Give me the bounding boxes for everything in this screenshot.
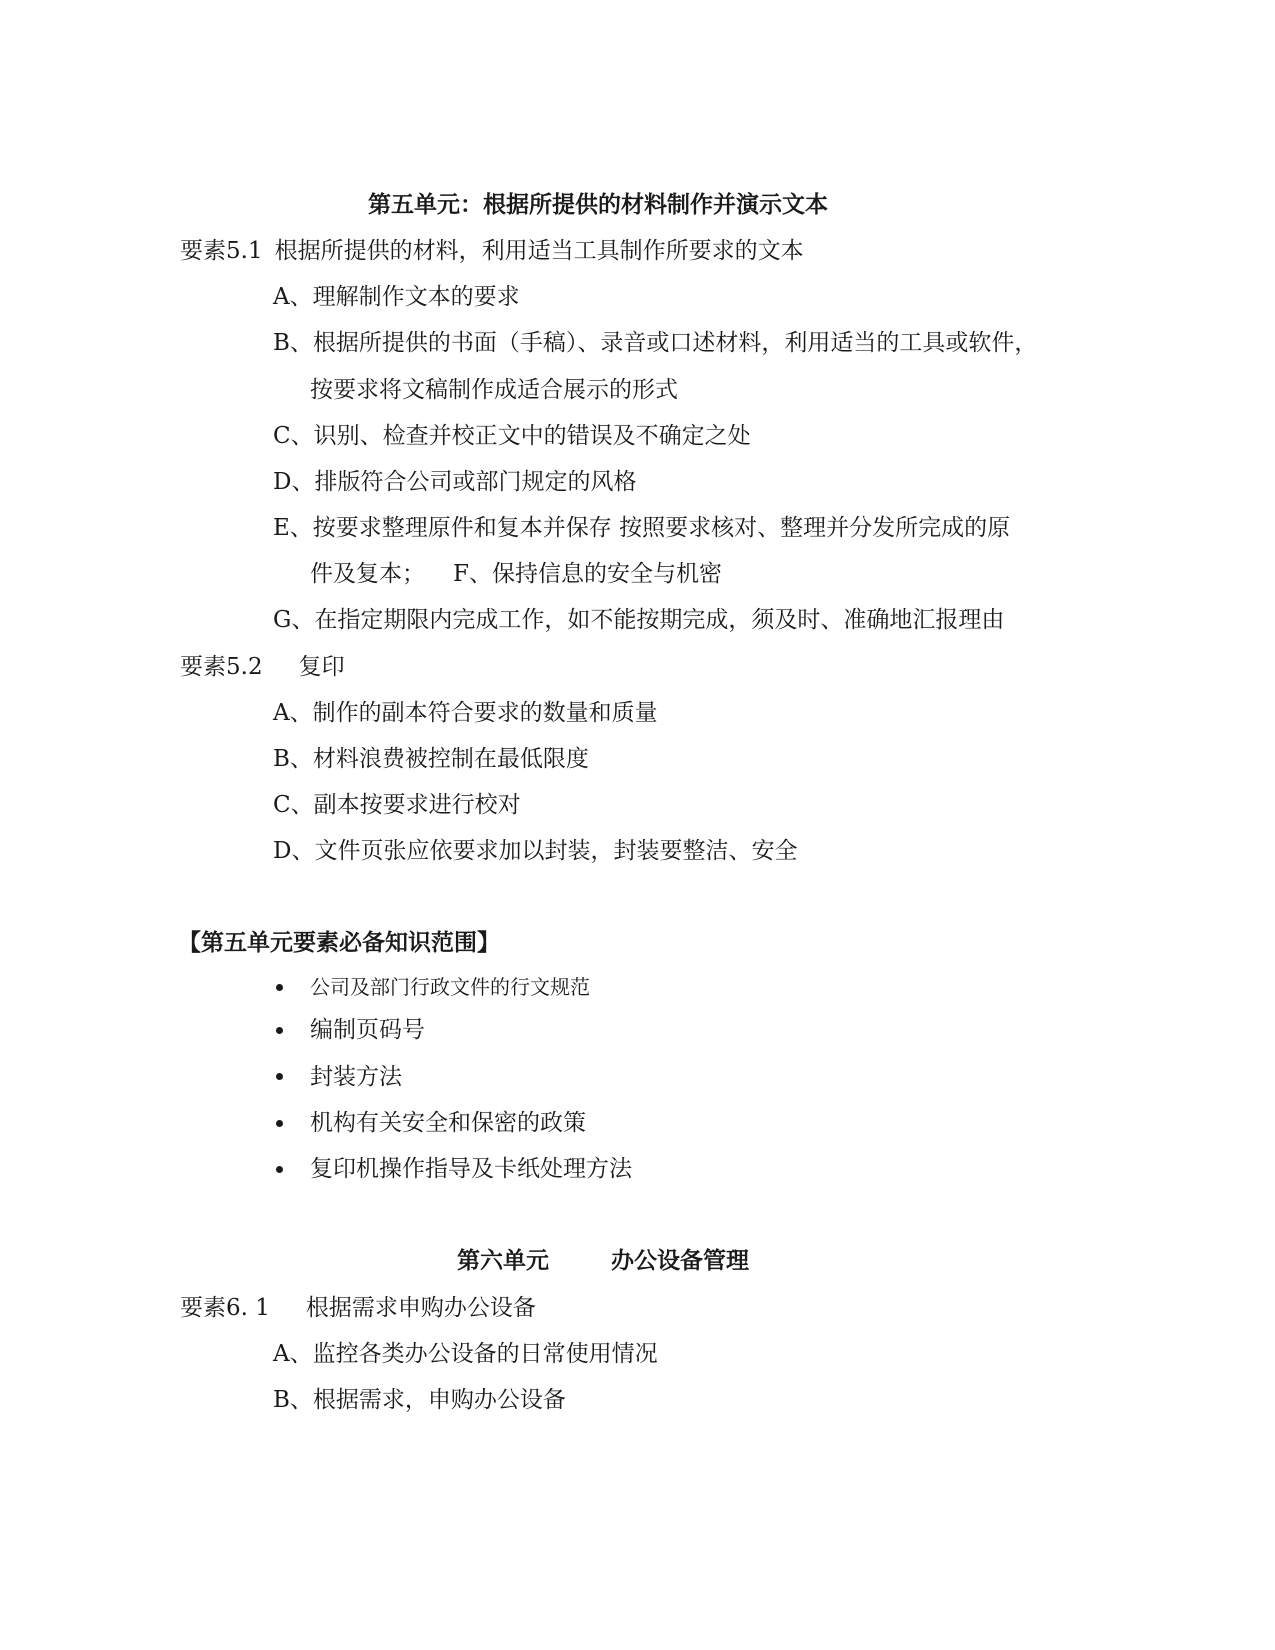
unit5-title: 第五单元：根据所提供的材料制作并演示文本 bbox=[368, 192, 828, 218]
unit6-title bbox=[457, 1250, 749, 1273]
item-5-1-f: F、保持信息的安全与机密 bbox=[453, 561, 722, 587]
knowledge-title: 【第五单元要素必备知识范围】 bbox=[178, 930, 500, 956]
knowledge-item-5: 复印机操作指导及卡纸处理方法 bbox=[310, 1156, 632, 1182]
bullet-dot bbox=[276, 1120, 283, 1127]
knowledge-item-4: 机构有关安全和保密的政策 bbox=[310, 1110, 586, 1136]
item-5-1-e-line1: E、按要求整理原件和复本并保存 按照要求核对、整理并分发所完成的原 bbox=[273, 515, 1011, 541]
item-5-1-b-line1: B、根据所提供的书面（手稿）、录音或口述材料，利用适当的工具或软件， bbox=[273, 330, 1038, 356]
item-6-1-b: B、根据需求，申购办公设备 bbox=[273, 1387, 566, 1413]
knowledge-item-2: 编制页码号 bbox=[310, 1017, 425, 1043]
element-5-2-title: 复印 bbox=[298, 654, 345, 680]
unit6-title-name: 办公设备管理 bbox=[611, 1248, 749, 1274]
element-5-1-heading bbox=[180, 240, 804, 263]
element-5-2-label: 要素5.2 bbox=[180, 654, 263, 680]
item-5-2-d: D、文件页张应依要求加以封装，封装要整洁、安全 bbox=[273, 838, 798, 864]
item-6-1-a: A、监控各类办公设备的日常使用情况 bbox=[273, 1341, 658, 1367]
bullet-dot bbox=[276, 1166, 283, 1173]
item-5-2-b: B、材料浪费被控制在最低限度 bbox=[273, 746, 589, 772]
knowledge-item-1: 公司及部门行政文件的行文规范 bbox=[310, 975, 590, 999]
item-5-1-e-end: 件及复本； bbox=[310, 561, 425, 587]
element-5-1-title: 根据所提供的材料，利用适当工具制作所要求的文本 bbox=[274, 238, 804, 264]
bullet-dot bbox=[276, 984, 283, 991]
element-6-1-heading bbox=[180, 1297, 536, 1320]
item-5-2-a: A、制作的副本符合要求的数量和质量 bbox=[273, 700, 658, 726]
item-5-1-c: C、识别、检查并校正文中的错误及不确定之处 bbox=[273, 423, 751, 449]
element-6-1-title: 根据需求申购办公设备 bbox=[305, 1295, 536, 1321]
knowledge-item-3: 封装方法 bbox=[310, 1064, 402, 1090]
unit6-title-number: 第六单元 bbox=[457, 1248, 549, 1274]
element-6-1-label: 要素6. 1 bbox=[180, 1295, 270, 1321]
item-5-1-e-line2 bbox=[310, 563, 722, 586]
item-5-1-a: A、理解制作文本的要求 bbox=[273, 284, 520, 310]
bullet-dot bbox=[276, 1073, 283, 1080]
element-5-1-label: 要素5.1 bbox=[180, 238, 263, 264]
element-5-2-heading bbox=[180, 656, 345, 679]
bullet-dot bbox=[276, 1027, 283, 1034]
item-5-2-c: C、副本按要求进行校对 bbox=[273, 792, 521, 818]
item-5-1-d: D、排版符合公司或部门规定的风格 bbox=[273, 469, 637, 495]
item-5-1-g: G、在指定期限内完成工作，如不能按期完成，须及时、准确地汇报理由 bbox=[273, 607, 1005, 633]
item-5-1-b-line2: 按要求将文稿制作成适合展示的形式 bbox=[310, 377, 678, 403]
